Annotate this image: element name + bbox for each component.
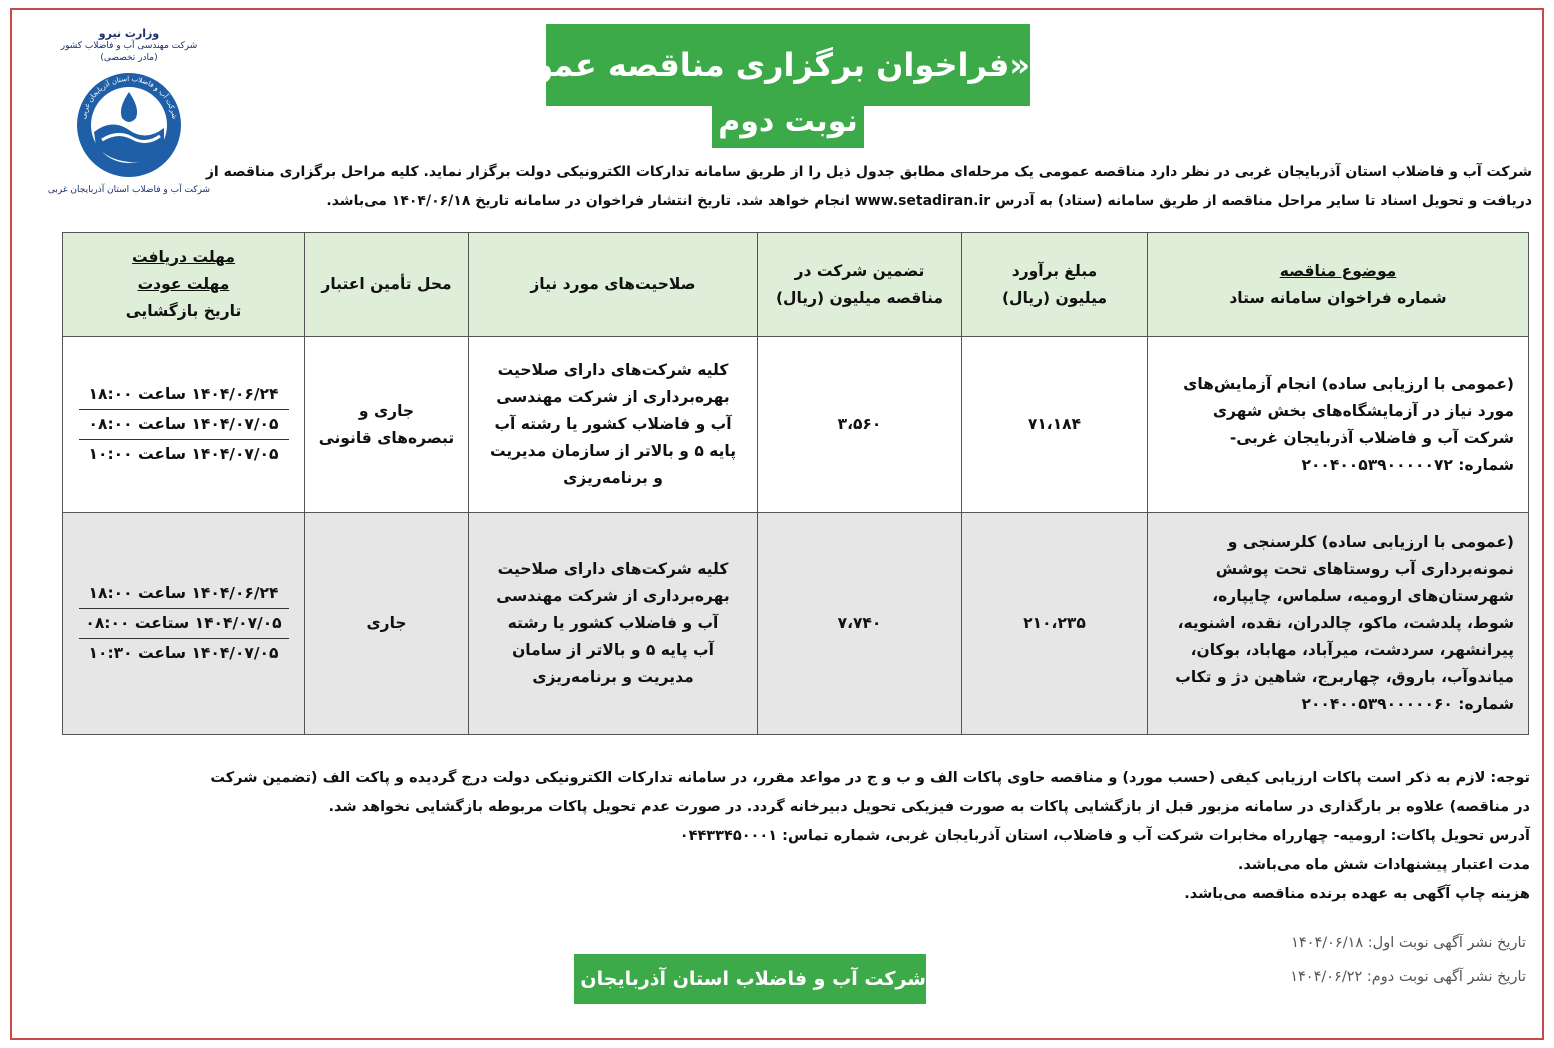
deadline-receive-date: ۱۴۰۴/۰۶/۲۴ ساعت ۱۸:۰۰ <box>79 579 289 609</box>
header-qualifications: صلاحیت‌های مورد نیاز <box>469 233 758 337</box>
qualification-line: کلیه شرکت‌های دارای صلاحیت <box>497 361 729 379</box>
table-header-row <box>63 233 1529 337</box>
subject-line: (عمومی با ارزیابی ساده) انجام آزمایش‌های <box>1183 374 1514 393</box>
tender-table <box>62 232 1529 735</box>
announcement-round: نوبت دوم <box>712 96 864 148</box>
header-deadline-return: مهلت عودت <box>137 275 230 293</box>
cell-subject <box>1148 337 1529 513</box>
cell-estimate: ۲۱۰،۲۳۵ <box>962 513 1148 735</box>
cell-subject <box>1148 513 1529 735</box>
header-subject-title: موضوع مناقصه <box>1279 261 1397 280</box>
publication-second: تاریخ نشر آگهی نوبت دوم: ۱۴۰۴/۰۶/۲۲ <box>1290 969 1526 985</box>
publication-dates <box>1290 926 1526 994</box>
cell-funding <box>305 513 469 735</box>
logo-ministry: وزارت نیرو <box>98 27 160 40</box>
qualification-line: آب و فاضلاب کشور یا رشته <box>507 614 719 632</box>
header-estimate-line: مبلغ برآورد <box>1011 261 1098 280</box>
header-funding: محل تأمین اعتبار <box>305 233 469 337</box>
header-subject-number: شماره فراخوان سامانه ستاد <box>1229 288 1447 307</box>
subject-line: نمونه‌برداری آب روستاهای تحت پوشش <box>1215 560 1514 578</box>
funding-line: جاری و <box>358 401 415 420</box>
subject-line: پیرانشهر، سردشت، میرآباد، مهاباد، بوکان، <box>1190 641 1514 659</box>
subject-line: (عمومی با ارزیابی ساده) کلرسنجی و <box>1227 533 1514 551</box>
cell-guarantee: ۷،۷۴۰ <box>758 513 962 735</box>
logo-company-local: شرکت آب و فاضلاب استان آذربایجان غربی <box>47 185 211 195</box>
qualification-line: آب و فاضلاب کشور یا رشته آب <box>494 415 732 433</box>
subject-line: شهرستان‌های ارومیه، سلماس، چایپاره، <box>1212 587 1514 605</box>
cell-funding <box>305 337 469 513</box>
qualification-line: مدیریت و برنامه‌ریزی <box>532 668 694 686</box>
header-guarantee-line: تضمین شرکت در <box>794 261 925 280</box>
funding-line: جاری <box>366 614 407 632</box>
announcement-title: «فراخوان برگزاری مناقصه عمومی» <box>546 24 1030 106</box>
logo-company-parent: (مادر تخصصی) <box>100 53 158 63</box>
qualification-line: آب پایه ۵ و بالاتر از سامان <box>512 641 714 659</box>
qualification-line: بهره‌برداری از شرکت مهندسی <box>496 587 730 605</box>
qualification-line: کلیه شرکت‌های دارای صلاحیت <box>497 560 729 578</box>
qualification-line: و برنامه‌ریزی <box>563 469 663 487</box>
notes-section <box>62 764 1530 909</box>
opening-date: ۱۴۰۴/۰۷/۰۵ ساعت ۱۰:۰۰ <box>88 445 279 463</box>
water-drop-emblem-icon <box>74 70 184 180</box>
company-logo <box>44 28 214 208</box>
note-line <box>62 764 1530 793</box>
notes-label: توجه: <box>1490 770 1530 786</box>
header-deadline-receive: مهلت دریافت <box>131 248 236 266</box>
cost-note: هزینه چاپ آگهی به عهده برنده مناقصه می‌باشد. <box>1184 886 1530 902</box>
table-row <box>63 337 1529 513</box>
deadline-receive-date: ۱۴۰۴/۰۶/۲۴ ساعت ۱۸:۰۰ <box>79 380 289 410</box>
cell-guarantee: ۳،۵۶۰ <box>758 337 962 513</box>
funding-line: تبصره‌های قانونی <box>318 428 455 447</box>
logo-company-national: شرکت مهندسی آب و فاضلاب کشور <box>60 41 198 51</box>
header-subject <box>1148 233 1529 337</box>
cell-qualifications <box>469 513 758 735</box>
footer-company: شرکت آب و فاضلاب استان آذربایجان غربی <box>574 954 926 1004</box>
subject-line: مورد نیاز در آزمایشگاه‌های بخش شهری <box>1212 401 1514 420</box>
note-text: لازم به ذکر است پاکات ارزیابی کیفی (حسب مورد) و مناقصه حاوی پاکات الف و ب و ج در مواعد مقرر، در سامانه تدارکات الکترونیکی دولت درج گردیده و پاکت الف (تضمین شرکت <box>210 770 1491 786</box>
cell-estimate: ۷۱،۱۸۴ <box>962 337 1148 513</box>
emblem-svg <box>74 70 184 180</box>
subject-line: شماره: ۲۰۰۴۰۰۵۳۹۰۰۰۰۰۶۰ <box>1301 695 1514 713</box>
emblem-ring-text: شرکت آب و فاضلاب استان آذربایجان غربی <box>79 74 179 120</box>
header-guarantee <box>758 233 962 337</box>
header-guarantee-unit: مناقصه میلیون (ریال) <box>775 288 944 307</box>
cell-dates <box>63 337 305 513</box>
subject-line: میاندوآب، باروق، چهاربرج، شاهین دژ و تکاب <box>1175 668 1514 686</box>
header-estimate <box>962 233 1148 337</box>
table-row <box>63 513 1529 735</box>
cell-qualifications <box>469 337 758 513</box>
note-line: در مناقصه) علاوه بر بارگذاری در سامانه مزبور قبل از بازگشایی پاکات به صورت فیزیکی تحویل دبیرخانه گردد. در صورت عدم تحویل پاکات مربوطه بازگشایی نخواهد شد. <box>328 799 1530 815</box>
qualification-line: پایه ۵ و بالاتر از سازمان مدیریت <box>489 442 737 460</box>
publication-first: تاریخ نشر آگهی نوبت اول: ۱۴۰۴/۰۶/۱۸ <box>1291 935 1526 951</box>
intro-paragraph <box>205 158 1532 216</box>
subject-line: شرکت آب و فاضلاب آذربایجان غربی- <box>1229 428 1514 447</box>
deadline-return-date: ۱۴۰۴/۰۷/۰۵ ستاعت ۰۸:۰۰ <box>79 609 289 639</box>
validity-note: مدت اعتبار پیشنهادات شش ماه می‌باشد. <box>1237 857 1530 873</box>
delivery-address: آدرس تحویل پاکات: ارومیه- چهارراه مخابرات شرکت آب و فاضلاب، استان آذربایجان غربی، شماره تماس: ۰۴۴۳۳۴۵۰۰۰۱ <box>679 828 1530 844</box>
intro-line: شرکت آب و فاضلاب استان آذربایجان غربی در نظر دارد مناقصه عمومی یک مرحله‌ای مطابق جدول ذیل را از طریق سامانه تدارکات الکترونیکی دولت برگزار نماید. کلیه مراحل برگزاری مناقصه از <box>205 164 1532 180</box>
subject-line: شماره: ۲۰۰۴۰۰۵۳۹۰۰۰۰۰۷۲ <box>1301 455 1514 474</box>
cell-dates <box>63 513 305 735</box>
deadline-return-date: ۱۴۰۴/۰۷/۰۵ ساعت ۰۸:۰۰ <box>79 410 289 440</box>
subject-line: شوط، پلدشت، ماکو، چالدران، نقده، اشنویه، <box>1177 614 1514 632</box>
intro-line: دریافت و تحویل اسناد تا سایر مراحل مناقصه از طریق سامانه (ستاد) به آدرس www.setadiran.ir انجام خواهد شد. تاریخ انتشار فراخوان در سامانه تاریخ ۱۴۰۴/۰۶/۱۸ می‌باشد. <box>326 193 1532 209</box>
qualification-line: بهره‌برداری از شرکت مهندسی <box>496 388 730 406</box>
header-dates <box>63 233 305 337</box>
header-estimate-unit: میلیون (ریال) <box>1001 288 1108 307</box>
opening-date: ۱۴۰۴/۰۷/۰۵ ساعت ۱۰:۳۰ <box>88 644 279 662</box>
header-opening-date: تاریخ بازگشایی <box>125 302 242 320</box>
